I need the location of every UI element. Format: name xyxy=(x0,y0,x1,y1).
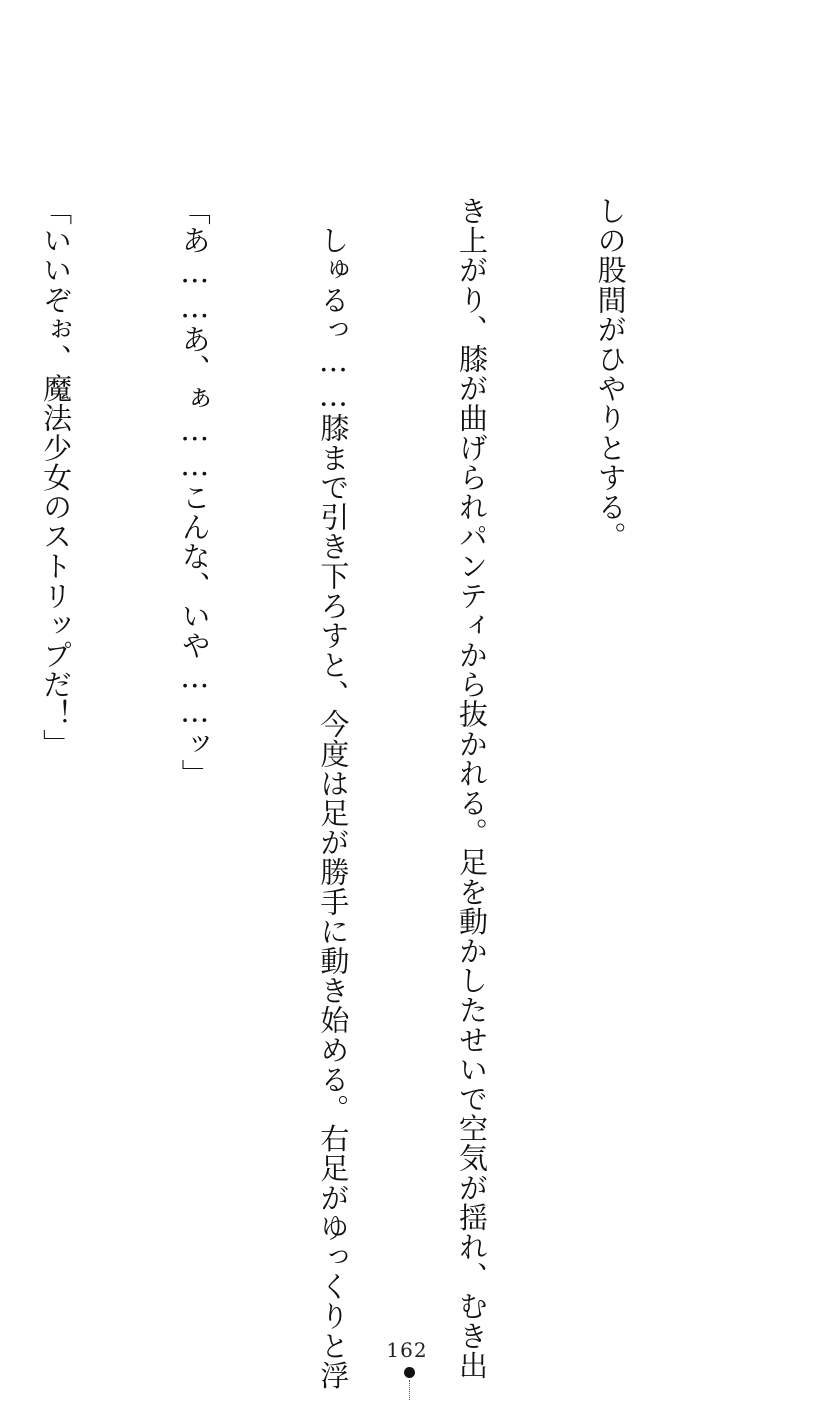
page-number: 162 xyxy=(386,1338,428,1362)
text-line: 「あ……あ、ぁ……こんな、いや……ッ」 xyxy=(177,196,212,789)
text-line: 「いいぞぉ、魔法少女のストリップだ！」 xyxy=(39,196,74,759)
text-line: き上がり、膝が曲げられパンティから抜かれる。足を動かしたせいで空気が揺れ、むき出 xyxy=(454,196,489,1380)
text-line: しの股間がひやりとする。 xyxy=(593,196,628,552)
page-marker-dot xyxy=(404,1367,415,1378)
text-line: しゅるっ……膝まで引き下ろすと、今度は足が勝手に動き始める。右足がゆっくりと浮 xyxy=(316,196,351,1390)
page-marker-line xyxy=(409,1380,411,1400)
